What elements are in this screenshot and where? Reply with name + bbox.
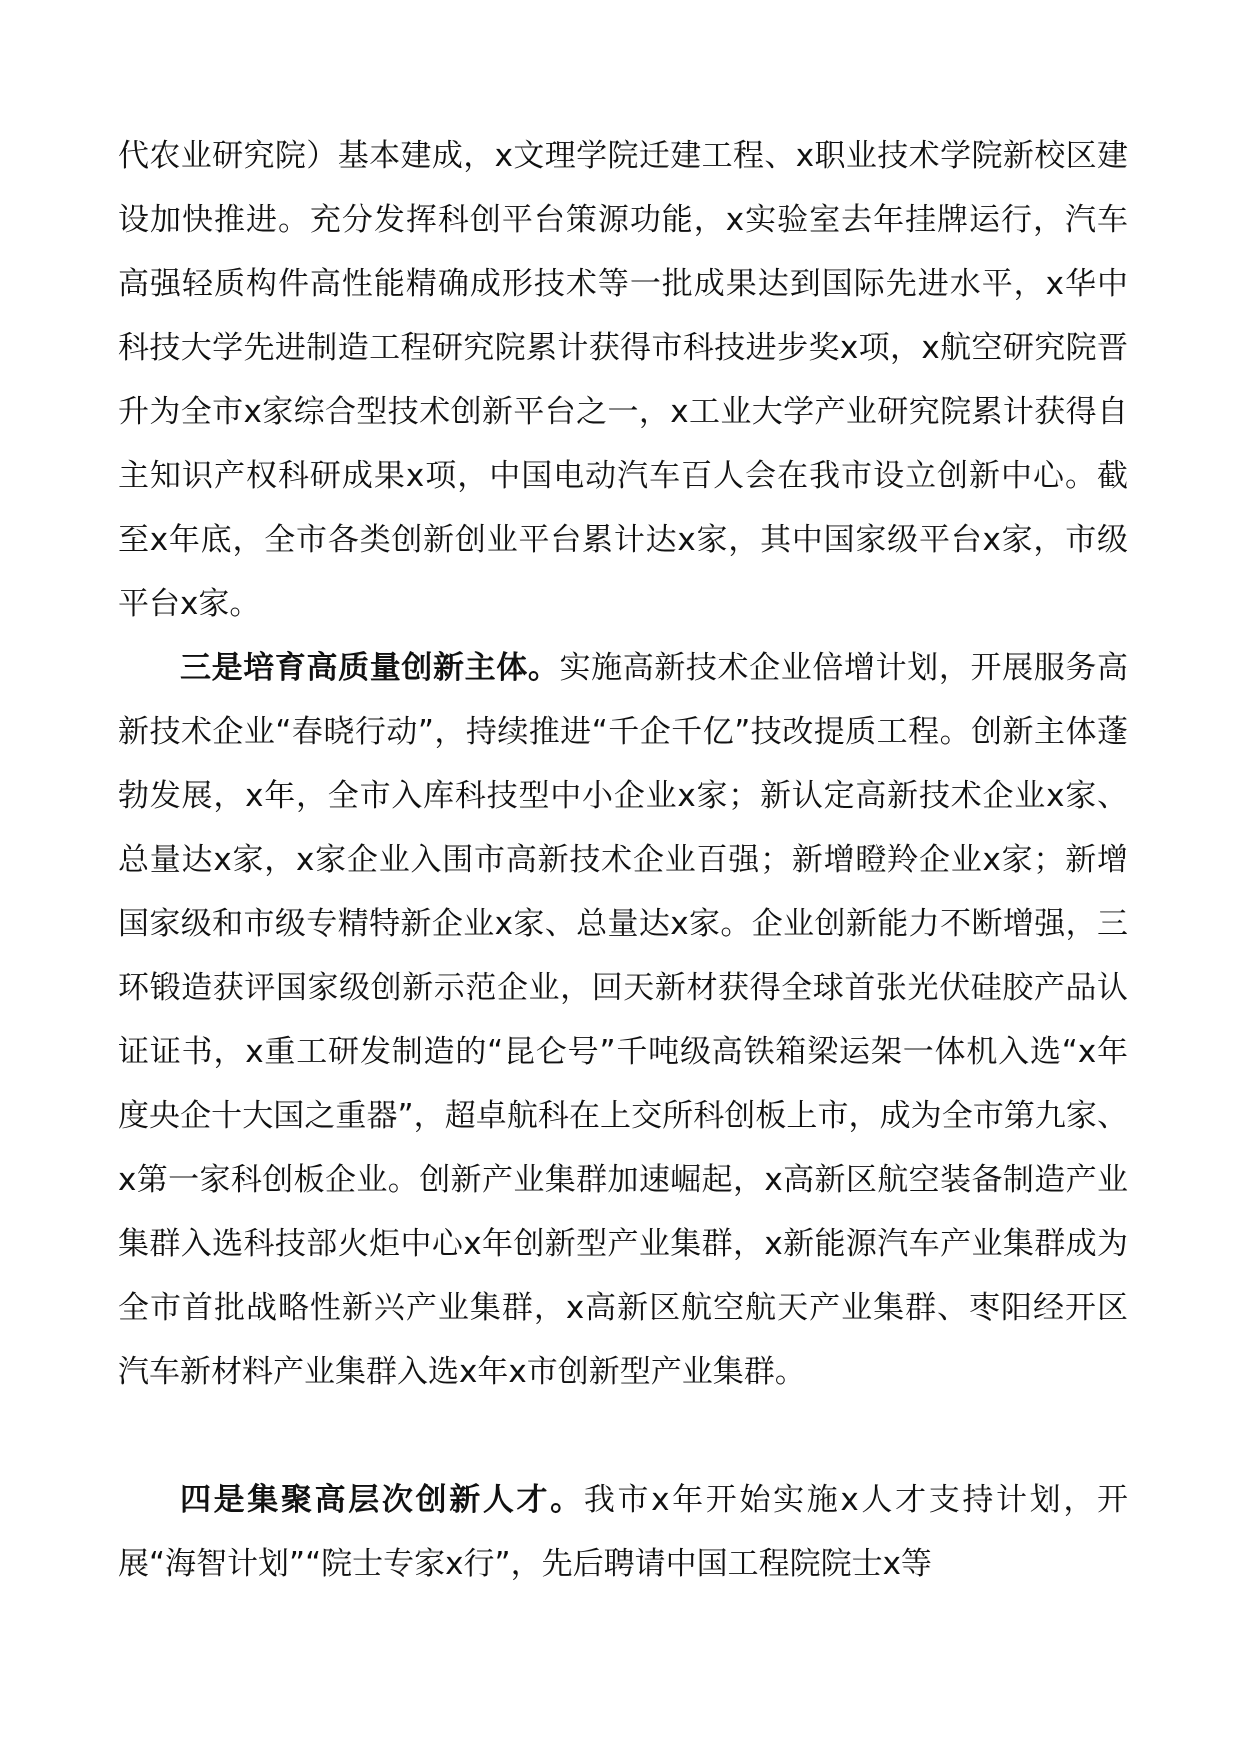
paragraph-2-lead: 三是培育高质量创新主体。 bbox=[180, 650, 560, 686]
paragraph-3-text: 我市x年开始实施x人才支持计划，开展“海智计划”“院士专家x行”，先后聘请中国工程院院士x等 bbox=[118, 1482, 1128, 1582]
body-paragraph-2 bbox=[118, 636, 1128, 1404]
body-paragraph-3 bbox=[118, 1468, 1128, 1596]
paragraph-3-lead: 四是集聚高层次创新人才。 bbox=[180, 1482, 584, 1518]
body-paragraph-1 bbox=[118, 124, 1128, 636]
paragraph-2-text: 实施高新技术企业倍增计划，开展服务高新技术企业“春晓行动”，持续推进“千企千亿”技改提质工程。创新主体蓬勃发展，x年，全市入库科技型中小企业x家；新认定高新技术企业x家、总量达x家，x家企业入围市高新技术企业百强；新增瞪羚企业x家；新增国家级和市级专精特新企业x家、总量达x家。企业创新能力不断增强，三环锻造获评国家级创新示范企业，回天新材获得全球首张光伏硅胶产品认证证书，x重工研发制造的“昆仑号”千吨级高铁箱梁运架一体机入选“x年度央企十大国之重器”，超卓航科在上交所科创板上市，成为全市第九家、x第一家科创板企业。创新产业集群加速崛起，x高新区航空装备制造产业集群入选科技部火炬中心x年创新型产业集群，x新能源汽车产业集群成为全市首批战略性新兴产业集群，x高新区航空航天产业集群、枣阳经开区汽车新材料产业集群入选x年x市创新型产业集群。 bbox=[118, 650, 1129, 1390]
paragraph-1-text: 代农业研究院）基本建成，x文理学院迁建工程、x职业技术学院新校区建设加快推进。充分发挥科创平台策源功能，x实验室去年挂牌运行，汽车高强轻质构件高性能精确成形技术等一批成果达到国际先进水平，x华中科技大学先进制造工程研究院累计获得市科技进步奖x项，x航空研究院晋升为全市x家综合型技术创新平台之一，x工业大学产业研究院累计获得自主知识产权科研成果x项，中国电动汽车百人会在我市设立创新中心。截至x年底，全市各类创新创业平台累计达x家，其中国家级平台x家，市级平台x家。 bbox=[118, 138, 1128, 622]
